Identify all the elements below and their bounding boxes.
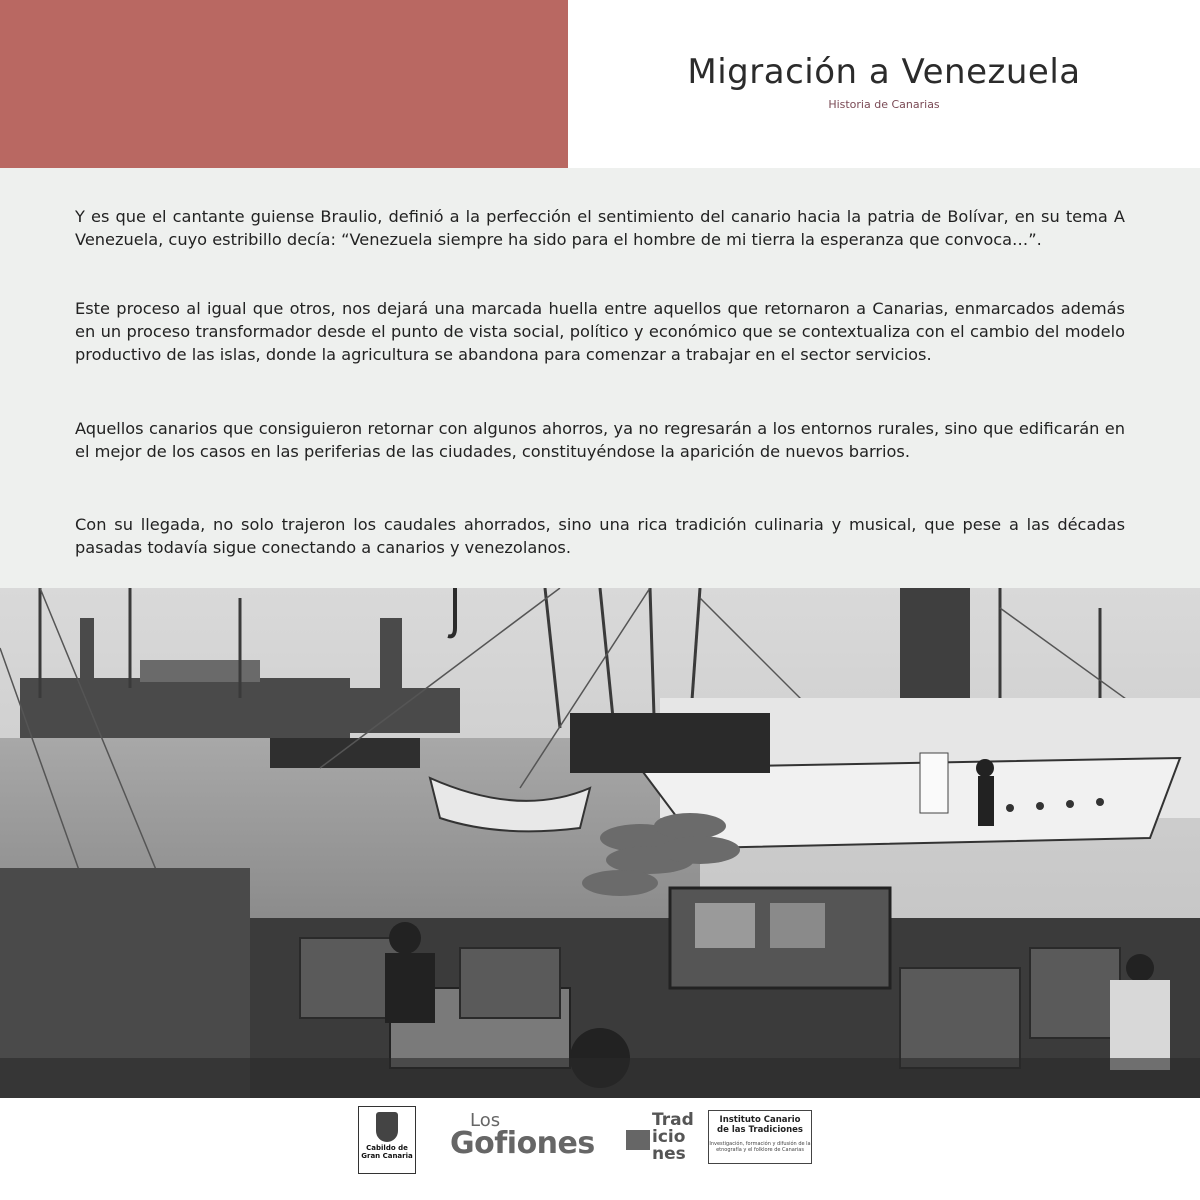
ict-line1: Instituto Canario — [719, 1115, 801, 1125]
gofiones-small: Los — [470, 1110, 501, 1131]
footer-logos — [0, 1098, 1200, 1200]
coat-of-arms-icon — [376, 1112, 398, 1142]
gofiones-big: Gofiones — [450, 1126, 595, 1161]
cabildo-line2: Gran Canaria — [361, 1152, 413, 1160]
trad-line2: icio — [652, 1127, 686, 1147]
cabildo-gran-canaria-logo[interactable] — [358, 1106, 416, 1174]
tradiciones-mark-icon — [626, 1130, 650, 1150]
trad-line3: nes — [652, 1144, 686, 1164]
page-subtitle: Historia de Canarias — [828, 98, 940, 111]
cabin — [570, 713, 770, 773]
accent-color-block — [0, 0, 568, 168]
cabildo-line1: Cabildo de — [366, 1144, 408, 1152]
paragraph-4: Con su llegada, no solo trajeron los caudales ahorrados, sino una rica tradición culinaria y musical, que pese a las décadas pasadas todavía sigue conectando a canarios y venezolanos. — [75, 515, 1125, 557]
paragraph-2: Este proceso al igual que otros, nos dejará una marcada huella entre aquellos que retornaron a Canarias, enmarcados además en un proceso transformador desde el punto de vista social, político y económico que se contextualiza con el cambio del modelo productivo de las islas, donde la agricultura se abandona para comenzar a trabajar en el sector servicios. — [75, 299, 1125, 364]
body-text-panel — [0, 168, 1200, 588]
ict-line2: de las Tradiciones — [717, 1125, 803, 1135]
harbor-photo — [0, 588, 1200, 1098]
title-area — [568, 0, 1200, 168]
harbor-photo-illustration — [0, 588, 1200, 1098]
trad-line1: Trad — [652, 1110, 694, 1130]
paragraph-3: Aquellos canarios que consiguieron retornar con algunos ahorros, ya no regresarán a los entornos rurales, sino que edificarán en el mejor de los casos en las periferias de las ciudades, constituyéndose la aparición de nuevos barrios. — [75, 419, 1125, 461]
los-gofiones-logo[interactable] — [448, 1108, 598, 1168]
paragraph-1: Y es que el cantante guiense Braulio, definió a la perfección el sentimiento del canario hacia la patria de Bolívar, en su tema A Venezuela, cuyo estribillo decía: “Venezuela siempre ha sido para el hombre de mi tierra la esperanza que convoca…”. — [75, 207, 1125, 249]
ict-line3: Investigación, formación y difusión de la etnografía y el folklore de Canarias — [709, 1141, 811, 1153]
tradiciones-logo[interactable] — [624, 1110, 696, 1176]
instituto-canario-logo[interactable] — [708, 1110, 812, 1164]
page-title: Migración a Venezuela — [687, 52, 1081, 92]
header — [0, 0, 1200, 168]
